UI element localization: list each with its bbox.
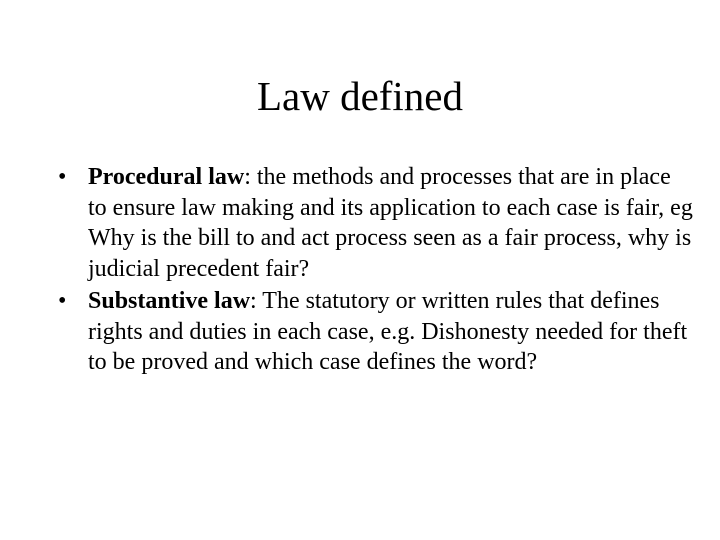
term-procedural-law: Procedural law (88, 164, 245, 190)
term-substantive-law: Substantive law (88, 288, 251, 314)
bullet-item-procedural-law (54, 162, 694, 284)
bullet-list (54, 162, 694, 378)
bullet-icon: • (58, 164, 67, 190)
bullet-icon: • (58, 288, 67, 314)
definition-substantive-law: : The statutory or written rules that defines rights and duties in each case, e.g. Dishonesty needed for theft to be proved and which case defines the word? (88, 288, 688, 375)
bullet-item-substantive-law (54, 286, 694, 378)
slide-title: Law defined (256, 73, 464, 119)
definition-procedural-law: : the methods and processes that are in place to ensure law making and its application to each case is fair, eg Why is the bill to and act process seen as a fair process, why is judicial precedent fair? (88, 164, 693, 282)
